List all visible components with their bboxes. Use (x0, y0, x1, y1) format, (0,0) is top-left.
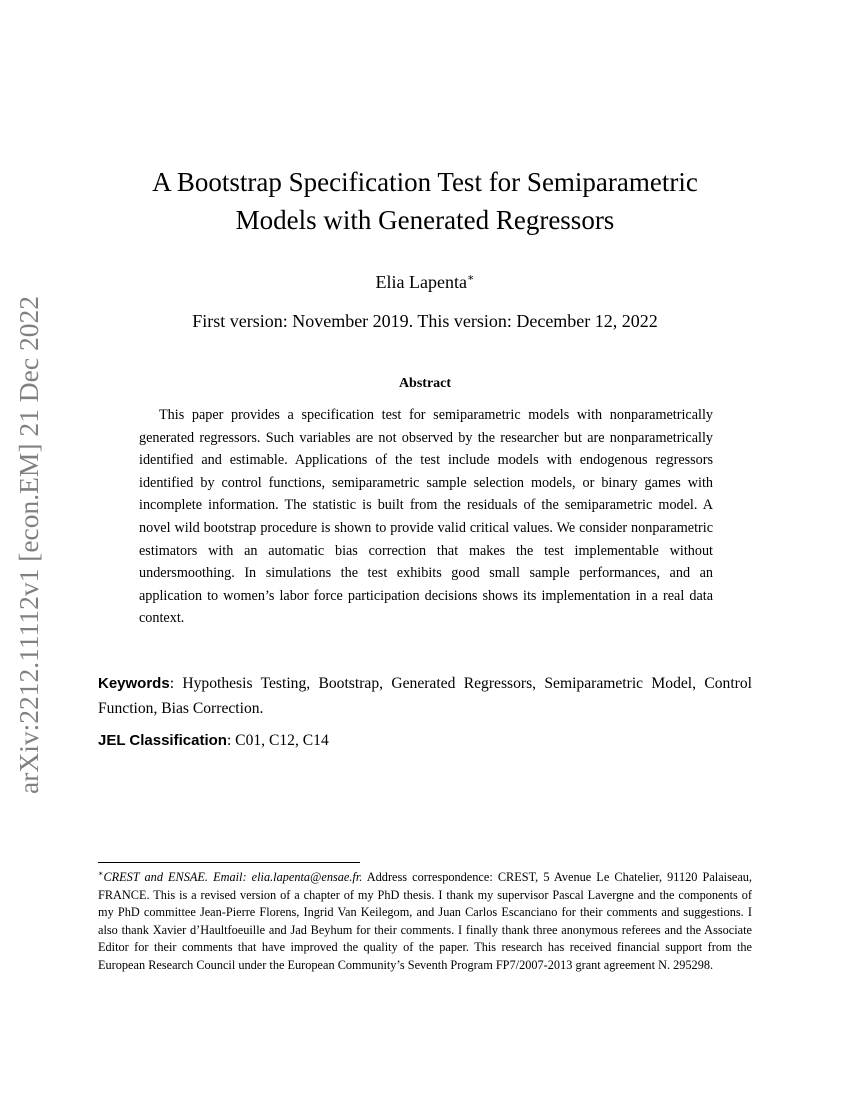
footnote-divider (98, 862, 360, 863)
footnote (98, 869, 752, 975)
abstract-heading: Abstract (398, 376, 452, 391)
version-line: First version: November 2019. This version: December 12, 2022 (192, 311, 658, 331)
footnote-affiliation: CREST and ENSAE. Email: elia.lapenta@ensae.fr. (103, 870, 363, 884)
footnote-text: Address correspondence: CREST, 5 Avenue Le Chatelier, 91120 Palaiseau, FRANCE. This is a revised version of a chapter of my PhD thesis. I thank my supervisor Pascal Lavergne and the components of my PhD committee Jean-Pierre Florens, Ingrid Van Keilegom, and Juan Carlos Escanciano for their comments and suggestions. I also thank Xavier d’Haultfoeuille and Jad Beyhum for their comments. I finally thank three anonymous referees and the Associate Editor for their comments that have improved the quality of the paper. This research has received financial support from the European Research Council under the European Community’s Seventh Program FP7/2007-2013 grant agreement N. 295298. (98, 870, 752, 972)
arxiv-id-label: arXiv:2212.11112v1 [econ.EM] 21 Dec 2022 (13, 296, 44, 794)
jel-codes: : C01, C12, C14 (226, 732, 329, 749)
keywords-label: Keywords (98, 675, 170, 692)
title-line-1: A Bootstrap Specification Test for Semiparametric (152, 167, 698, 197)
paper-title (98, 163, 752, 239)
keywords-text: : Hypothesis Testing, Bootstrap, Generated Regressors, Semiparametric Model, Control Function, Bias Correction. (98, 675, 752, 717)
arxiv-sidebar-stamp (9, 266, 49, 794)
author-block (98, 270, 752, 294)
footnote-mark: ∗ (98, 869, 104, 878)
author-footnote-mark: ∗ (466, 272, 475, 284)
author-name: Elia Lapenta (375, 272, 467, 292)
title-line-2: Models with Generated Regressors (235, 205, 615, 235)
jel-paragraph (98, 729, 752, 753)
jel-label: JEL Classification (98, 732, 227, 749)
abstract-body: This paper provides a specification test for semiparametric models with nonparametrically generated regressors. Such variables are not observed by the researcher but are nonparametrically identified and estimable. Applications of the test include models with endogenous regressors identified by control functions, semiparametric sample selection models, or binary games with incomplete information. The statistic is built from the residuals of the semiparametric model. A novel wild bootstrap procedure is shown to provide valid critical values. We consider nonparametric estimators with an automatic bias correction that makes the test implementable without undersmoothing. In simulations the test exhibits good small sample performances, and an application to women’s labor force participation decisions shows its implementation in a real data context. (139, 407, 713, 627)
keywords-paragraph (98, 672, 752, 721)
